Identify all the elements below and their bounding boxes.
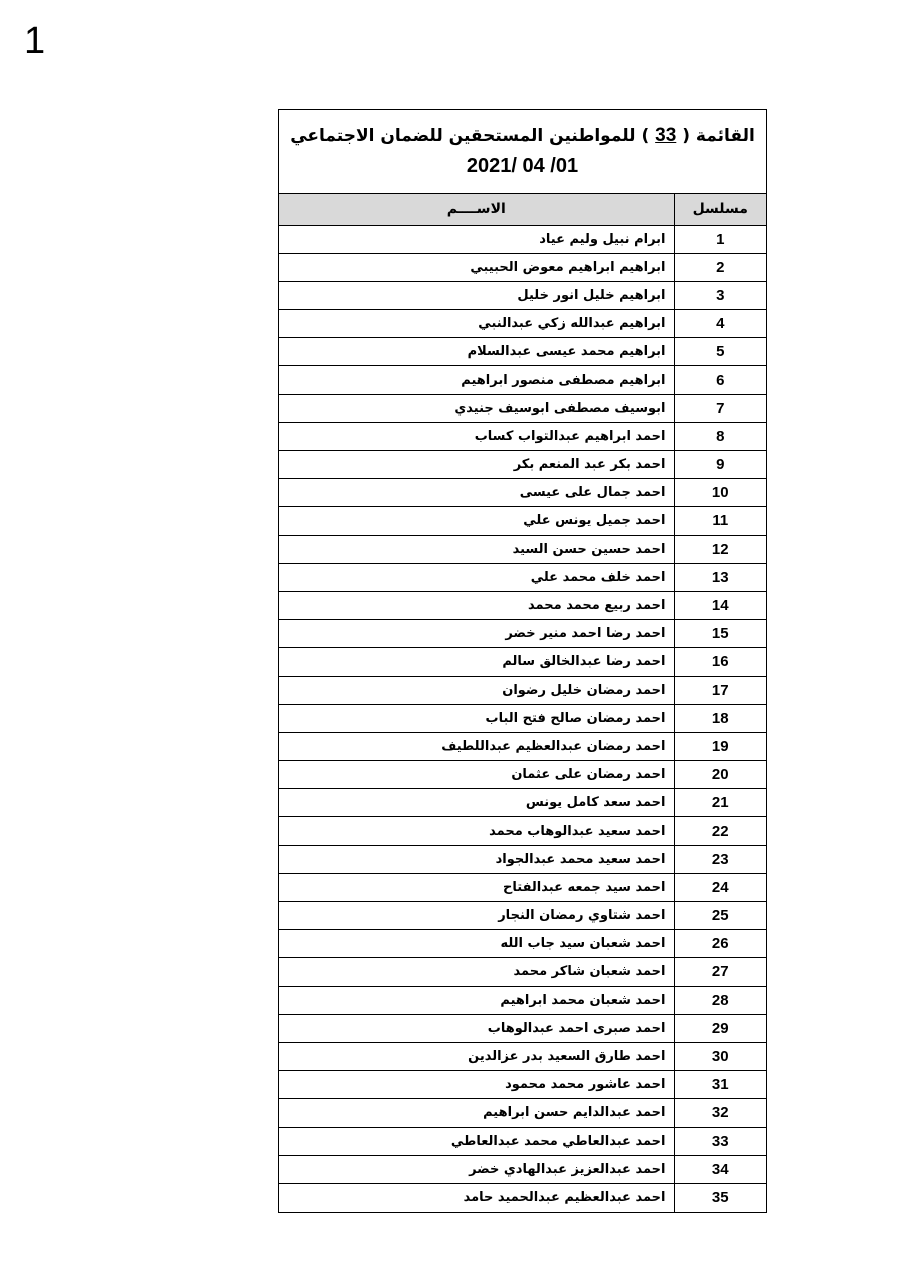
- row-serial: 7: [674, 394, 766, 422]
- row-serial: 3: [674, 281, 766, 309]
- row-serial: 23: [674, 845, 766, 873]
- table-row: [279, 1127, 766, 1155]
- list-date: 2021/ 04 /01: [466, 154, 579, 177]
- list-title-box: [279, 110, 766, 194]
- table-row: [279, 986, 766, 1014]
- row-serial: 1: [674, 225, 766, 253]
- table-row: [279, 845, 766, 873]
- row-name: احمد رمضان على عثمان: [279, 761, 674, 789]
- table-row: [279, 958, 766, 986]
- table-row: [279, 1099, 766, 1127]
- row-serial: 27: [674, 958, 766, 986]
- row-serial: 34: [674, 1155, 766, 1183]
- row-name: احمد جميل يونس علي: [279, 507, 674, 535]
- row-serial: 13: [674, 563, 766, 591]
- table-row: [279, 873, 766, 901]
- row-name: احمد عبدالعزيز عبدالهادي خضر: [279, 1155, 674, 1183]
- row-name: احمد رضا احمد منير خضر: [279, 620, 674, 648]
- table-header-row: [279, 194, 766, 225]
- row-name: احمد شعبان سيد جاب الله: [279, 930, 674, 958]
- row-name: ابراهيم مصطفى منصور ابراهيم: [279, 366, 674, 394]
- row-serial: 8: [674, 422, 766, 450]
- row-serial: 9: [674, 451, 766, 479]
- table-row: [279, 281, 766, 309]
- row-serial: 12: [674, 535, 766, 563]
- row-name: احمد عبدالعظيم عبدالحميد حامد: [279, 1183, 674, 1211]
- column-header-name: الاســــم: [279, 194, 674, 225]
- table-row: [279, 789, 766, 817]
- row-serial: 29: [674, 1014, 766, 1042]
- row-serial: 16: [674, 648, 766, 676]
- table-row: [279, 648, 766, 676]
- row-serial: 26: [674, 930, 766, 958]
- row-serial: 2: [674, 253, 766, 281]
- row-serial: 35: [674, 1183, 766, 1211]
- row-serial: 28: [674, 986, 766, 1014]
- row-serial: 18: [674, 704, 766, 732]
- list-title-prefix: القائمة (: [682, 126, 755, 147]
- row-name: ابراهيم عبدالله زكي عبدالنبي: [279, 310, 674, 338]
- row-name: ابراهيم ابراهيم معوض الحبيبي: [279, 253, 674, 281]
- row-name: احمد رمضان صالح فتح الباب: [279, 704, 674, 732]
- list-title-suffix: ) للمواطنين المستحقين للضمان الاجتماعي: [290, 126, 650, 147]
- list-number: 33: [655, 125, 677, 147]
- row-name: احمد عاشور محمد محمود: [279, 1071, 674, 1099]
- table-row: [279, 310, 766, 338]
- row-serial: 25: [674, 902, 766, 930]
- row-name: احمد رضا عبدالخالق سالم: [279, 648, 674, 676]
- row-name: احمد شعبان محمد ابراهيم: [279, 986, 674, 1014]
- row-serial: 33: [674, 1127, 766, 1155]
- row-name: ابراهيم محمد عيسى عبدالسلام: [279, 338, 674, 366]
- table-row: [279, 422, 766, 450]
- table-row: [279, 225, 766, 253]
- table-row: [279, 535, 766, 563]
- table-row: [279, 507, 766, 535]
- table-row: [279, 1183, 766, 1211]
- row-name: احمد ابراهيم عبدالتواب كساب: [279, 422, 674, 450]
- table-row: [279, 902, 766, 930]
- row-name: احمد بكر عبد المنعم بكر: [279, 451, 674, 479]
- table-row: [279, 930, 766, 958]
- row-name: احمد رمضان خليل رضوان: [279, 676, 674, 704]
- row-serial: 21: [674, 789, 766, 817]
- row-serial: 5: [674, 338, 766, 366]
- row-name: احمد رمضان عبدالعظيم عبداللطيف: [279, 732, 674, 760]
- row-name: احمد طارق السعيد بدر عزالدين: [279, 1042, 674, 1070]
- row-name: احمد صبرى احمد عبدالوهاب: [279, 1014, 674, 1042]
- table-row: [279, 366, 766, 394]
- table-row: [279, 338, 766, 366]
- row-serial: 11: [674, 507, 766, 535]
- table-row: [279, 1014, 766, 1042]
- table-row: [279, 732, 766, 760]
- table-body: [279, 225, 766, 1212]
- row-name: ابوسيف مصطفى ابوسيف جنيدي: [279, 394, 674, 422]
- row-name: احمد حسين حسن السيد: [279, 535, 674, 563]
- beneficiaries-table: [279, 194, 766, 1212]
- table-row: [279, 620, 766, 648]
- column-header-serial: مسلسل: [674, 194, 766, 225]
- row-name: ابراهيم خليل انور خليل: [279, 281, 674, 309]
- row-serial: 10: [674, 479, 766, 507]
- table-row: [279, 479, 766, 507]
- row-serial: 24: [674, 873, 766, 901]
- row-serial: 30: [674, 1042, 766, 1070]
- row-name: احمد سعيد عبدالوهاب محمد: [279, 817, 674, 845]
- table-row: [279, 676, 766, 704]
- row-name: ابرام نبيل وليم عياد: [279, 225, 674, 253]
- table-row: [279, 1071, 766, 1099]
- beneficiaries-list-sheet: [278, 109, 767, 1213]
- row-serial: 19: [674, 732, 766, 760]
- row-name: احمد ربيع محمد محمد: [279, 591, 674, 619]
- row-name: احمد جمال على عيسى: [279, 479, 674, 507]
- row-serial: 14: [674, 591, 766, 619]
- table-row: [279, 761, 766, 789]
- row-serial: 32: [674, 1099, 766, 1127]
- row-serial: 6: [674, 366, 766, 394]
- table-row: [279, 591, 766, 619]
- row-name: احمد عبدالدايم حسن ابراهيم: [279, 1099, 674, 1127]
- table-row: [279, 563, 766, 591]
- row-name: احمد شعبان شاكر محمد: [279, 958, 674, 986]
- row-serial: 17: [674, 676, 766, 704]
- table-row: [279, 451, 766, 479]
- row-serial: 15: [674, 620, 766, 648]
- list-title: [290, 121, 755, 150]
- table-row: [279, 394, 766, 422]
- row-name: احمد عبدالعاطي محمد عبدالعاطي: [279, 1127, 674, 1155]
- page-number: 1: [24, 20, 46, 62]
- table-row: [279, 1155, 766, 1183]
- row-serial: 31: [674, 1071, 766, 1099]
- row-serial: 4: [674, 310, 766, 338]
- table-row: [279, 253, 766, 281]
- row-name: احمد خلف محمد علي: [279, 563, 674, 591]
- row-serial: 20: [674, 761, 766, 789]
- table-row: [279, 817, 766, 845]
- row-serial: 22: [674, 817, 766, 845]
- row-name: احمد سعيد محمد عبدالجواد: [279, 845, 674, 873]
- row-name: احمد سعد كامل يونس: [279, 789, 674, 817]
- table-row: [279, 1042, 766, 1070]
- row-name: احمد سيد جمعه عبدالفتاح: [279, 873, 674, 901]
- table-row: [279, 704, 766, 732]
- row-name: احمد شتاوي رمضان النجار: [279, 902, 674, 930]
